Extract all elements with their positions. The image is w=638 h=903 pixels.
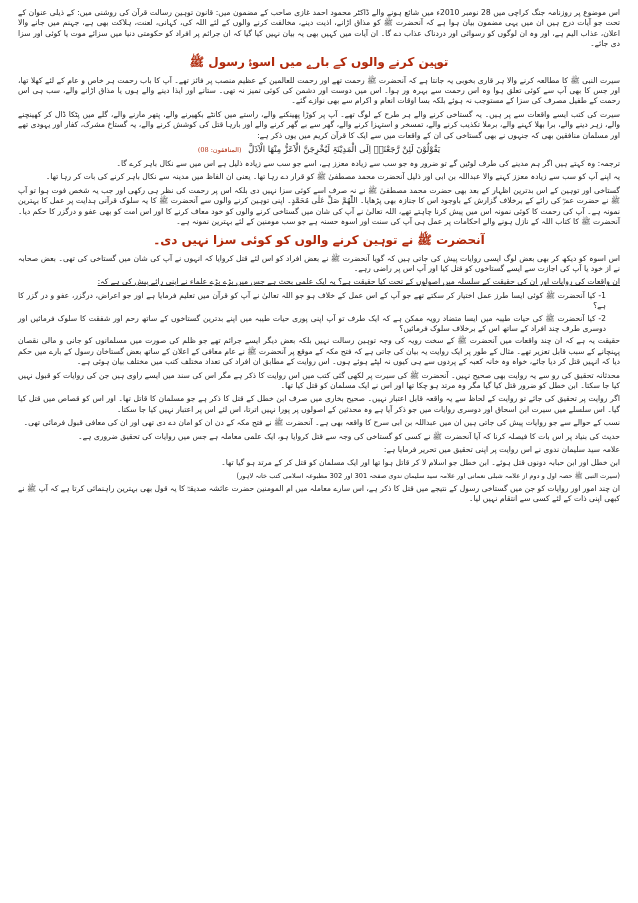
paragraph-7: ان واقعات کی روایات اور ان کی حقیقت کے سلسلہ میں اصولوں کے تحت کیا حقیقت ہے؟ یہ ایک علمی بحث ہے جس میں بڑے بڑے علماء نے اپنی رائے پیش کی ہے کہ:: [97, 277, 620, 287]
paragraph-14: ابن خطل اور ابن حبابہ دونوں قتل ہوئے۔ ابن خطل جو اسلام لا کر قاتل ہوا تھا اور ایک مسلمان کو قتل کر کے مرتد ہو گیا تھا۔: [221, 458, 620, 468]
translation-paragraph: ترجمہ: وہ کہتے ہیں اگر ہم مدینے کی طرف لوٹیں گے تو ضرور وہ جو سب سے زیادہ معزز ہے، اسے جو سب سے زیادہ ذلیل ہے اس میں سے نکال باہر کرے گا۔: [116, 159, 620, 169]
paragraph-10: اگر روایت پر تحقیق کی جائے تو روایت کے لحاظ سے یہ واقعہ قابل اعتبار نہیں۔ صحیح بخاری میں صرف ابن خطل کے قتل کا ذکر ہے جو مسلمان کا قاتل تھا۔ اور اس کو قصاص میں قتل کیا گیا۔ اس سلسلے میں سیرت ابن اسحاق اور دوسری روایات میں جو ذکر آیا ہے وہ محدثین کے اصولوں پر پورا نہیں اترتا، اس لئے اس پر اعتبار نہیں کیا جا سکتا۔: [18, 394, 620, 414]
quran-verse-text: یَقُوْلُوْنَ لَئِنْ رَّجَعْنَاۤ اِلَی الْمَدِیْنَۃِ لَیُخْرِجَنَّ الْاَعَزُّ مِنْهَا الْاَذَلَّ: [248, 144, 441, 155]
paragraph-11: نسب کے حوالے سے جو روایات پیش کی جاتی ہیں ان میں عبداللہ بن ابی سرح کا واقعہ بھی ہے۔ آنحضرت ﷺ نے فتح مکہ کے دن ان کو امان دے دی تھی اور ان کی معافی قبول فرمائی تھی۔: [23, 418, 620, 428]
list-item-1: 1- کیا آنحضرت ﷺ کوئی ایسا طرز عمل اختیار کر سکتے تھے جو آپ کے اس عمل کے خلاف ہو جو اللہ تعالیٰ نے آپ کو قرآن میں تعلیم فرمایا ہے اور جو اعراض، درگزر، عفو و در گزر کا ہے؟: [18, 290, 606, 311]
paragraph-9: محدثانہ تحقیق کی رو سے یہ روایت بھی صحیح نہیں۔ آنحضرت ﷺ کی سیرت پر لکھی گئی کتب میں اس روایت کا ذکر ہے مگر اس کی سند میں ایسے راوی ہیں جن کی روایات کو قبول نہیں کیا جا سکتا۔ ابن خطل کو ضرور قتل کیا گیا مگر وہ مرتد ہو چکا تھا اور اس نے ایک مسلمان کو قتل کیا تھا۔: [18, 370, 620, 390]
intro-paragraph: اس موضوع پر روزنامہ جنگ کراچی میں 28 نومبر 2010ء میں شائع ہونے والے ڈاکٹر محمود احمد غازی صاحب کے مضمون میں: قانون توہین رسالت قرآن کی روشنی میں: کے ذیلی عنوان کے تحت جو آیات درج ہیں ان میں یہی مضمون بیان ہوا ہے کہ آنحضرت ﷺ کو مذاق اڑانے، اذیت دینے، مخالفت کرنے والوں کے لئے اللہ کی، کہانی، لعنت، ہلاکت بھی ہے، جہنم میں جانے والا اعلان، عذاب الیم ہے، اور وہ ان لوگوں کو رسوائی اور دردناک عذاب دے گا۔ ان آیات میں کہیں بھی یہ بیان نہیں کیا گیا کہ ان جرائم پر افراد کو حکومتی دنیا میں سزائے موت یا کوئی اور سزا دی جائے۔: [18, 8, 620, 49]
paragraph-15: ان چند امور اور روایات کو جن میں گستاخی رسول کے نتیجے میں قتل کا ذکر ہے، اس سارے معاملہ میں ام المومنین حضرت عائشہ صدیقہؓ کا یہ قول بھی بہترین راہنمائی کرتا ہے کہ آپ ﷺ نے کبھی اپنی ذات کے لئے کسی سے انتقام نہیں لیا۔: [18, 483, 620, 504]
article-page: [18, 8, 620, 896]
citation: (سیرت النبی ﷺ حصہ اول و دوم از علامہ شبلی نعمانی اور علامہ سید سلیمان ندوی صفحہ 301 اور 302 مطبوعہ اسلامی کتب خانہ لاہور): [236, 471, 620, 480]
paragraph-12: حدیث کی بنیاد پر اس بات کا فیصلہ کرنا کہ آیا آنحضرت ﷺ نے کسی کو گستاخی کی وجہ سے قتل کروایا ہو، ایک علمی معاملہ ہے جس میں روایات کی تحقیق ضروری ہے۔: [78, 431, 620, 441]
paragraph-13: علامہ سید سلیمان ندوی نے اس روایت پر اپنی تحقیق میں تحریر فرمایا ہے:: [383, 445, 620, 454]
list-item-2: 2- کیا آنحضرت ﷺ کی حیات طیبہ میں ایسا متضاد رویہ ممکن ہے کہ ایک طرف تو آپ اپنی پوری حیات طیبہ میں اپنے بدترین گستاخوں کے ساتھ رحم اور شفقت کا سلوک فرمائیں اور دوسری طرف چند افراد کے ساتھ اس کے برخلاف سلوک فرمائیں؟: [18, 313, 606, 333]
section-heading-2: آنحضرت ﷺ نے توہین کرنے والوں کو کوئی سزا نہیں دی۔: [153, 232, 485, 247]
quran-verse-reference: (المنافقون: 08): [197, 146, 242, 155]
paragraph-4: یہ اپنے آپ کو سب سے زیادہ معزز کہنے والا عبداللہ بن ابی اور ذلیل آنحضرت محمد مصطفیٰ ﷺ کو قرار دے رہا تھا۔ یعنی ان الفاظ میں مدینہ سے نکال باہر کرنے کی بات کر رہا تھا۔: [45, 172, 620, 182]
paragraph-8: حقیقت یہ ہے کہ ان چند واقعات میں آنحضرت ﷺ کے سخت رویہ کی وجہ توہین رسالت نہیں بلکہ بعض دیگر ایسے جرائم تھے جو ظلم کی صورت میں مسلمانوں کو جانی و مالی نقصان پہنچانے کے سبب قابل تعزیر تھے۔ مثال کے طور پر ایک روایت یہ بیان کی جاتی ہے کہ فتح مکہ کے موقع پر آنحضرت ﷺ نے عام معافی کے اعلان کے ساتھ بعض گستاخان رسول کے بارے میں حکم دیا کہ انہیں قتل کر دیا جائے، خواہ وہ خانہ کعبہ کے پردوں سے ہی کیوں نہ لپٹے ہوئے ہوں۔ اس روایت کے مطابق ان افراد کی تعداد مختلف کتب میں مختلف بیان ہوئی ہے۔: [18, 336, 620, 367]
paragraph-6: اس اسوہ کو دیکھ کر بھی بعض لوگ ایسی روایات پیش کی جاتی ہیں کہ گویا آنحضرت ﷺ نے بعض افراد کو اس لئے قتل کروایا کہ انہوں نے آپ کی شان میں گستاخی کی تھی۔ بعض صحابہ نے از خود یا آپ کی اجازت سے ایسے گستاخوں کو قتل کیا اور آپ اس پر راضی رہے۔: [18, 253, 620, 273]
paragraph-2: سیرت کی کتب ایسے واقعات سے پر ہیں۔ یہ گستاخی کرنے والے ہر طرح کے لوگ تھے۔ آپ پر کوڑا پھینکنے والے، راستے میں کانٹے بکھیرنے والے، پتھر مارنے والے، گلے میں پٹکا ڈال کر کھینچنے والے، زہر دینے والے، برا بھلا کہنے والے، برملا تکذیب کرنے والے، تمسخر و استہزا کرنے والے، گھر سے بے گھر کرنے والے اور بارہا قتل کی کوشش کرنے والے، یہ گستاخ مشرک، کفار اور یہودی تھے اور مسلمان منافقین بھی کہ جنہوں نے بھی گستاخی کی ان کے واقعات میں سے ایک کا قرآن کریم میں یوں ذکر ہے:: [18, 109, 620, 140]
quran-verse: [18, 144, 620, 156]
paragraph-1: سیرت النبی ﷺ کا مطالعہ کرنے والا ہر قاری بخوبی یہ جانتا ہے کہ آنحضرت ﷺ رحمت تھے اور رحمت للعالمین کے عظیم منصب پر فائز تھے۔ آپ کا باب رحمت ہر خاص و عام کے لئے کھلا تھا، اور جس کا بھی آپ سے کوئی تعلق ہوا وہ اس رحمت سے بہرہ ور ہوا۔ اس میں دوست اور دشمن کی کوئی تمیز نہ تھی۔ ستانے اور ایذا دینے والے ہوں یا مذاق اڑانے والے، سب ہی اس رحمت کے طفیل مصرف کی سزا کے مستوجب نہ ہوئے بلکہ بسا اوقات انعام و اکرام سے بھی نوازے گئے۔: [18, 75, 620, 106]
paragraph-5: گستاخی اور توہین کے اس بدترین اظہار کے بعد بھی حضرت محمد مصطفیٰ ﷺ نے نہ صرف اسے کوئی سزا نہیں دی بلکہ اس پر رحمت کی نظر ہی رکھی اور جب یہ شخص فوت ہوا تو آپ ﷺ نے حضرت عمرؓ کی رائے کے برخلاف گزارش کے باوجود اس کا جنازہ بھی پڑھایا۔ اللّٰھُمَّ صَلِّ عَلٰی مُحَمَّدٍ۔ اپنی توہین کرنے والوں سے آنحضرت ﷺ کا یہ سلوک قرآنی ہدایت پر عمل کا بہترین نمونہ ہے۔ آپ کی رحمت کا کوئی نمونہ اس میں پیش کرنا چاہتے تھے، اللہ تعالیٰ نے آپ کی شان میں گستاخی کرنے والوں کو خود معاف کرنے کا اور اس امت کو بھی عفو و درگزر کا حکم دیا۔ آنحضرت ﷺ کا کتاب اللہ کے نازل ہونے والے احکامات پر عمل ہی آپ کی سنت اور اسوہ حسنہ ہے جو سب مومنین کے لئے بہترین نمونہ ہے۔: [18, 185, 620, 227]
section-heading-1: توہین کرنے والوں کے بارے میں اسوۂ رسول ﷺ: [189, 54, 449, 69]
